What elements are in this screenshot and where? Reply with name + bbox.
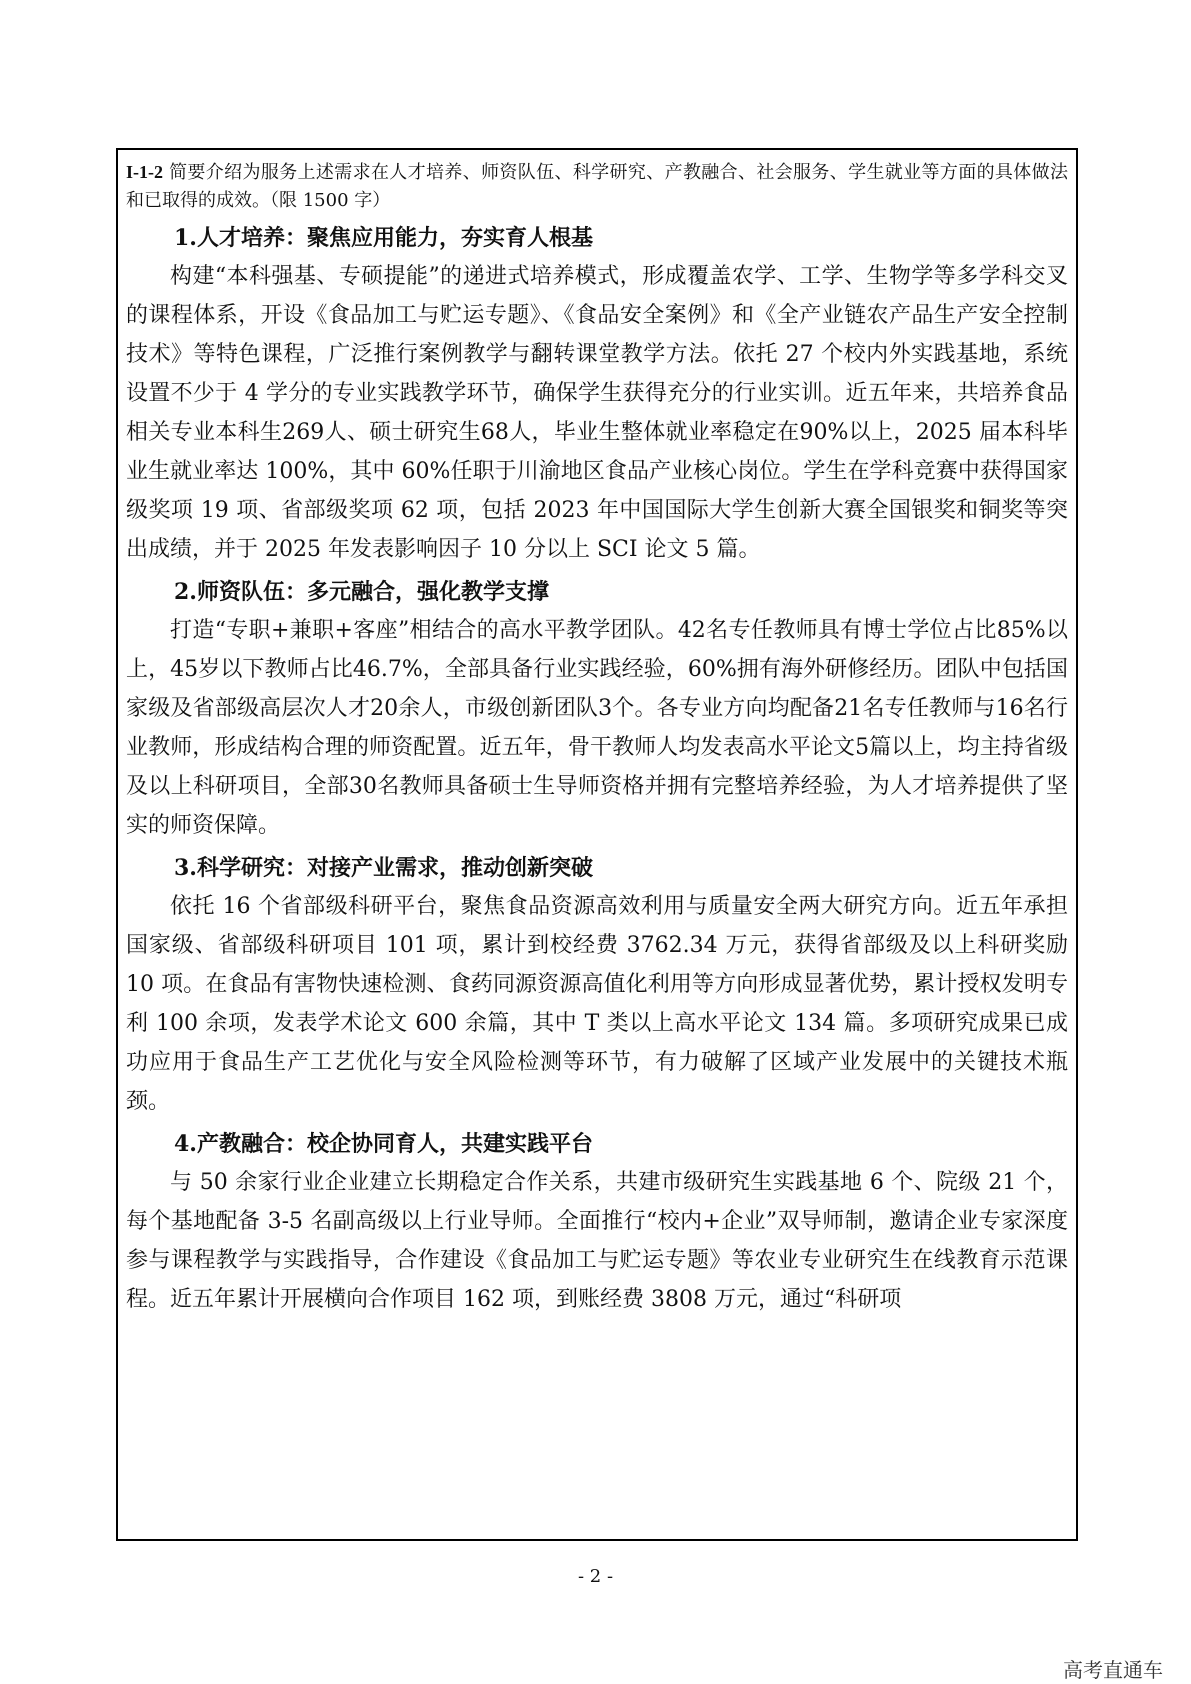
content-frame [116,148,1078,1541]
watermark: 高考直通车 [1063,1658,1163,1682]
question-prompt [126,158,1068,215]
section-heading-research: 3.科学研究：对接产业需求，推动创新突破 [174,855,593,881]
section-heading-talent: 1.人才培养：聚焦应用能力，夯实育人根基 [174,225,593,251]
question-code: I-1-2 [126,162,163,182]
section-heading-faculty: 2.师资队伍：多元融合，强化教学支撑 [174,579,549,605]
page-number: - 2 - [577,1566,614,1587]
section-body-faculty: 打造“专职+兼职+客座”相结合的高水平教学团队。42名专任教师具有博士学位占比85%以上，45岁以下教师占比46.7%，全部具备行业实践经验，60%拥有海外研修经历。团队中包括国家级及省部级高层次人才20余人，市级创新团队3个。各专业方向均配备21名专任教师与16名行业教师，形成结构合理的师资配置。近五年，骨干教师人均发表高水平论文5篇以上，均主持省级及以上科研项目，全部30名教师具备硕士生导师资格并拥有完整培养经验，为人才培养提供了坚实的师资保障。 [126,618,1068,838]
section-body-talent: 构建“本科强基、专硕提能”的递进式培养模式，形成覆盖农学、工学、生物学等多学科交叉的课程体系，开设《食品加工与贮运专题》、《食品安全案例》和《全产业链农产品生产安全控制技术》等特色课程，广泛推行案例教学与翻转课堂教学方法。依托 27 个校内外实践基地，系统设置不少于 4 学分的专业实践教学环节，确保学生获得充分的行业实训。近五年来，共培养食品相关专业本科生269人、硕士研究生68人，毕业生整体就业率稳定在90%以上，2025 届本科毕业生就业率达 100%，其中 60%任职于川渝地区食品产业核心岗位。学生在学科竞赛中获得国家级奖项 19 项、省部级奖项 62 项，包括 2023 年中国国际大学生创新大赛全国银奖和铜奖等突出成绩，并于 2025 年发表影响因子 10 分以上 SCI 论文 5 篇。 [126,264,1068,562]
section-heading-industry: 4.产教融合：校企协同育人，共建实践平台 [174,1131,593,1157]
section-body-industry: 与 50 余家行业企业建立长期稳定合作关系，共建市级研究生实践基地 6 个、院级 21 个，每个基地配备 3-5 名副高级以上行业导师。全面推行“校内+企业”双导师制，邀请企业专家深度参与课程教学与实践指导，合作建设《食品加工与贮运专题》等农业专业研究生在线教育示范课程。近五年累计开展横向合作项目 162 项，到账经费 3808 万元，通过“科研项 [126,1170,1068,1312]
section-body-research: 依托 16 个省部级科研平台，聚焦食品资源高效利用与质量安全两大研究方向。近五年承担国家级、省部级科研项目 101 项，累计到校经费 3762.34 万元，获得省部级及以上科研奖励 10 项。在食品有害物快速检测、食药同源资源高值化利用等方向形成显著优势，累计授权发明专利 100 余项，发表学术论文 600 余篇，其中 T 类以上高水平论文 134 篇。多项研究成果已成功应用于食品生产工艺优化与安全风险检测等环节，有力破解了区域产业发展中的关键技术瓶颈。 [126,894,1068,1114]
question-text: 简要介绍为服务上述需求在人才培养、师资队伍、科学研究、产教融合、社会服务、学生就业等方面的具体做法和已取得的成效。（限 1500 字） [126,162,1068,211]
